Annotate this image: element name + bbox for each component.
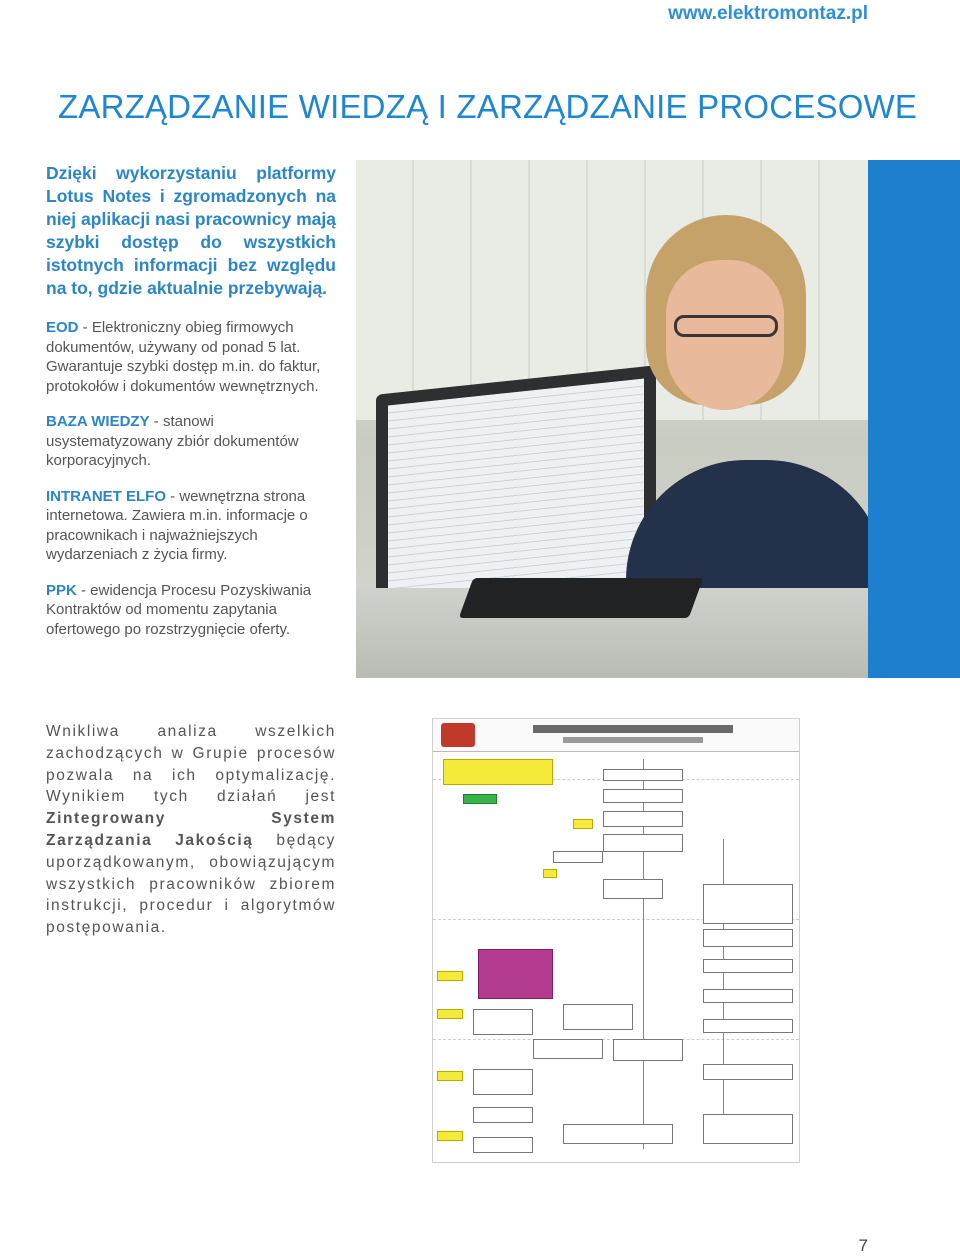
flowchart-box [603,879,663,899]
item-desc: - stanowi usystematyzowany zbiór dokumentów korporacyjnych. [46,413,299,469]
flowchart-box [563,1004,633,1030]
flowchart-box [437,971,463,981]
intro-paragraph: Dzięki wykorzystaniu platformy Lotus Notes i zgromadzonych na niej aplikacji nasi pracownicy mają szybki dostęp do wszystkich istotnych informacji bez względu na to, gdzie aktualnie przebywają. [46,163,336,298]
flowchart-box [703,929,793,947]
flowchart-box [703,989,793,1003]
flowchart-box [437,1009,463,1019]
flowchart-box [437,1071,463,1081]
left-column [46,162,336,655]
flowchart-box [603,769,683,781]
flowchart-box [703,884,793,924]
process-text-1: Wnikliwa analiza wszelkich zachodzących w Grupie procesów pozwala na ich optymalizację. Wynikiem tych działań jest [46,723,336,806]
flowchart-box [603,789,683,803]
office-worker-photo [356,160,960,678]
item-term: BAZA WIEDZY [46,413,150,430]
flowchart-subtitle-line [563,737,703,743]
process-paragraph [46,721,336,939]
flowchart-box [473,1137,533,1153]
flowchart-box [553,851,603,863]
flowchart-box [533,1039,603,1059]
item-desc: - wewnętrzna strona internetowa. Zawiera m.in. informacje o pracownikach i najważniejszych wydarzeniach z życia firmy. [46,487,308,563]
flowchart-box [563,1124,673,1144]
page-title: ZARZĄDZANIE WIEDZĄ I ZARZĄDZANIE PROCESOWE [58,88,918,125]
flowchart-box [603,811,683,827]
flowchart-box [703,1064,793,1080]
item-baza-wiedzy [46,412,336,471]
flowchart-box [473,1107,533,1123]
flowchart-box [473,1009,533,1035]
glasses-icon [674,315,778,337]
company-logo-icon [441,723,475,747]
item-ppk [46,581,336,640]
flowchart-box [603,834,683,852]
item-desc: - ewidencja Procesu Pozyskiwania Kontraktów od momentu zapytania ofertowego po rozstrzygnięcie oferty. [46,581,312,638]
item-term: INTRANET ELFO [46,487,166,505]
flowchart-box [613,1039,683,1061]
process-text-bold: Zintegrowany System Zarządzania Jakością [46,810,336,849]
flowchart-box [573,819,593,829]
process-text-2: będący uporządkowanym, obowiązującym wszystkich pracowników zbiorem instrukcji, procedur i algorytmów postępowania. [46,831,336,937]
item-eod [46,318,336,396]
flowchart-box [543,869,557,878]
flowchart-box [443,759,553,785]
item-desc: - Elektroniczny obieg firmowych dokumentów, używany od ponad 5 lat. Gwarantuje szybki dostęp m.in. do faktur, protokołów i dokumentów wewnętrznych. [46,319,321,395]
flowchart-box [703,1019,793,1033]
flowchart-box [473,1069,533,1095]
flowchart-header [433,719,799,752]
keyboard-icon [459,578,704,618]
flowchart-title-line [533,725,733,733]
process-flowchart-image [432,718,800,1163]
flowchart-box [463,794,497,804]
site-url[interactable]: www.elektromontaz.pl [668,3,868,24]
flowchart-box [703,1114,793,1144]
item-intranet [46,487,336,565]
item-term: EOD [46,319,79,336]
flowchart-box [703,959,793,973]
page-number: 7 [858,1236,868,1255]
blue-accent-strip [868,160,960,678]
item-term: PPK [46,581,77,599]
flowchart-box [437,1131,463,1141]
flowchart-box [478,949,553,999]
monitor-screen [388,379,644,606]
